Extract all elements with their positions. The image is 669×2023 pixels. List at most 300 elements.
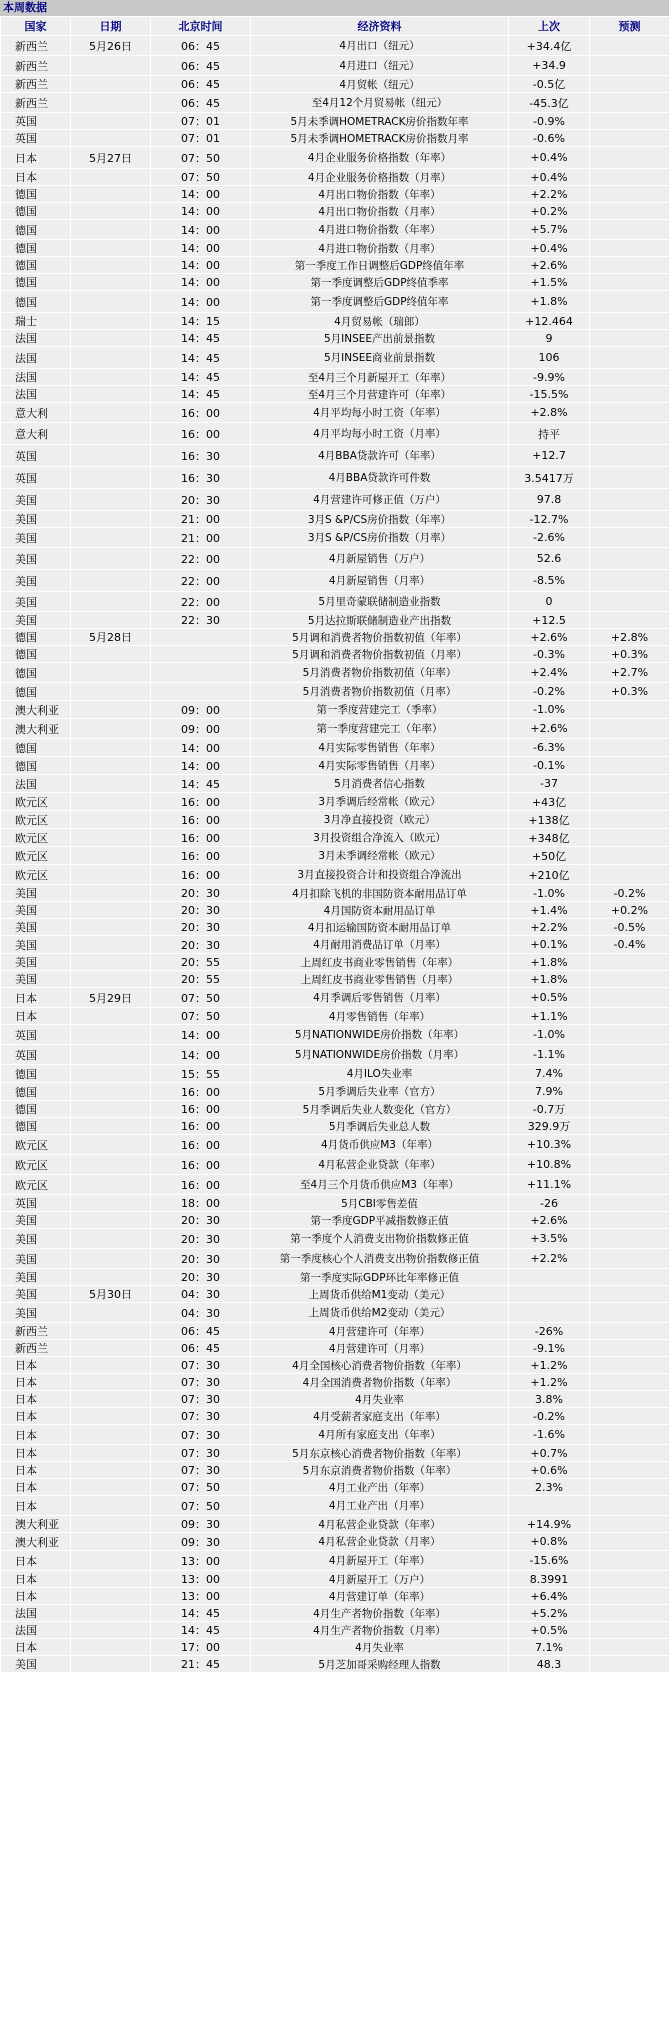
cell-forecast: [590, 829, 669, 847]
cell-time: 14：00: [151, 240, 251, 257]
cell-time: 14：00: [151, 1025, 251, 1045]
cell-country: 美国: [1, 570, 71, 592]
cell-time: 16：00: [151, 423, 251, 445]
cell-previous: +0.6%: [509, 1462, 590, 1479]
cell-previous: -9.9%: [509, 369, 590, 386]
cell-previous: 7.1%: [509, 1639, 590, 1656]
cell-time: 06：45: [151, 1323, 251, 1340]
cell-country: 欧元区: [1, 1175, 71, 1195]
cell-country: 美国: [1, 511, 71, 528]
cell-time: 09：00: [151, 701, 251, 719]
cell-forecast: [590, 423, 669, 445]
cell-item: 4月企业服务价格指数（年率）: [251, 147, 509, 169]
cell-forecast: [590, 1622, 669, 1639]
cell-date: [71, 775, 151, 793]
cell-forecast: [590, 719, 669, 739]
cell-date: [71, 1656, 151, 1673]
cell-item: 4月新屋销售（万户）: [251, 548, 509, 570]
cell-previous: +1.2%: [509, 1374, 590, 1391]
cell-previous: +34.9: [509, 56, 590, 76]
cell-country: 日本: [1, 1445, 71, 1462]
cell-time: 16：30: [151, 445, 251, 467]
cell-date: [71, 847, 151, 865]
cell-forecast: [590, 847, 669, 865]
cell-item: 5月CBI零售差值: [251, 1195, 509, 1212]
cell-date: [71, 1249, 151, 1269]
cell-forecast: [590, 240, 669, 257]
cell-previous: +138亿: [509, 811, 590, 829]
cell-country: 欧元区: [1, 811, 71, 829]
cell-country: 新西兰: [1, 56, 71, 76]
cell-item: 4月货币供应M3（年率）: [251, 1135, 509, 1155]
cell-country: 法国: [1, 330, 71, 347]
cell-time: 20：30: [151, 902, 251, 919]
cell-item: 3月未季调经常帐（欧元）: [251, 847, 509, 865]
cell-forecast: [590, 313, 669, 330]
cell-country: 美国: [1, 1303, 71, 1323]
cell-forecast: [590, 1496, 669, 1516]
cell-date: [71, 971, 151, 988]
cell-country: 美国: [1, 528, 71, 548]
table-row: [1, 1445, 669, 1462]
cell-item: 5月季调后失业率（官方）: [251, 1083, 509, 1101]
cell-item: 4月平均每小时工资（月率）: [251, 423, 509, 445]
cell-item: 4月国防资本耐用品订单: [251, 902, 509, 919]
cell-forecast: [590, 1408, 669, 1425]
cell-previous: +348亿: [509, 829, 590, 847]
table-row: [1, 203, 669, 220]
cell-previous: +14.9%: [509, 1516, 590, 1533]
cell-previous: +1.8%: [509, 971, 590, 988]
cell-forecast: [590, 793, 669, 811]
cell-item: 4月生产者物价指数（年率）: [251, 1605, 509, 1622]
table-row: [1, 93, 669, 113]
cell-country: 美国: [1, 1249, 71, 1269]
cell-previous: -2.6%: [509, 528, 590, 548]
cell-date: 5月28日: [71, 629, 151, 646]
cell-previous: +1.4%: [509, 902, 590, 919]
cell-date: [71, 592, 151, 612]
table-row: [1, 347, 669, 369]
table-row: [1, 919, 669, 936]
table-row: [1, 629, 669, 646]
cell-date: 5月30日: [71, 1286, 151, 1303]
cell-date: [71, 76, 151, 93]
cell-date: 5月26日: [71, 36, 151, 56]
table-row: [1, 1622, 669, 1639]
cell-country: 日本: [1, 1571, 71, 1588]
cell-forecast: [590, 811, 669, 829]
cell-date: [71, 612, 151, 629]
cell-item: 4月耐用消费品订单（月率）: [251, 936, 509, 954]
table-row: [1, 954, 669, 971]
table-row: [1, 1639, 669, 1656]
cell-forecast: [590, 1425, 669, 1445]
cell-date: [71, 1008, 151, 1025]
cell-time: 06：45: [151, 1340, 251, 1357]
cell-date: [71, 829, 151, 847]
cell-time: 17：00: [151, 1639, 251, 1656]
cell-previous: -1.1%: [509, 1045, 590, 1065]
table-row: [1, 1340, 669, 1357]
cell-item: 3月S &P/CS房价指数（月率）: [251, 528, 509, 548]
table-row: [1, 130, 669, 147]
cell-previous: +0.1%: [509, 936, 590, 954]
cell-country: 德国: [1, 257, 71, 274]
cell-country: 日本: [1, 1639, 71, 1656]
cell-country: 德国: [1, 739, 71, 757]
cell-previous: 0: [509, 592, 590, 612]
table-row: [1, 1083, 669, 1101]
cell-date: [71, 56, 151, 76]
cell-country: 欧元区: [1, 1135, 71, 1155]
cell-forecast: [590, 1303, 669, 1323]
cell-time: 21：00: [151, 528, 251, 548]
cell-country: 日本: [1, 1357, 71, 1374]
cell-forecast: [590, 1286, 669, 1303]
cell-previous: +3.5%: [509, 1229, 590, 1249]
cell-date: [71, 1135, 151, 1155]
cell-item: 5月里奇蒙联储制造业指数: [251, 592, 509, 612]
cell-country: 法国: [1, 1622, 71, 1639]
cell-forecast: [590, 701, 669, 719]
table-row: [1, 1249, 669, 1269]
cell-country: 日本: [1, 169, 71, 186]
cell-previous: +1.8%: [509, 291, 590, 313]
cell-time: 07：30: [151, 1357, 251, 1374]
cell-date: [71, 347, 151, 369]
table-row: [1, 113, 669, 130]
cell-forecast: [590, 570, 669, 592]
cell-forecast: [590, 291, 669, 313]
cell-time: 16：00: [151, 1083, 251, 1101]
table-row: [1, 1425, 669, 1445]
cell-country: 美国: [1, 971, 71, 988]
table-row: [1, 313, 669, 330]
table-row: [1, 36, 669, 56]
cell-country: 德国: [1, 1065, 71, 1083]
cell-date: [71, 445, 151, 467]
cell-item: 5月东京消费者物价指数（年率）: [251, 1462, 509, 1479]
cell-country: 意大利: [1, 423, 71, 445]
cell-item: 5月调和消费者物价指数初值（年率）: [251, 629, 509, 646]
table-row: [1, 865, 669, 885]
cell-date: [71, 1496, 151, 1516]
cell-previous: +0.8%: [509, 1533, 590, 1551]
cell-date: [71, 811, 151, 829]
cell-previous: 97.8: [509, 489, 590, 511]
cell-forecast: [590, 865, 669, 885]
cell-country: 德国: [1, 646, 71, 663]
cell-country: 德国: [1, 1083, 71, 1101]
cell-time: 20：55: [151, 971, 251, 988]
cell-forecast: +2.7%: [590, 663, 669, 683]
cell-time: 18：00: [151, 1195, 251, 1212]
cell-item: 4月生产者物价指数（月率）: [251, 1622, 509, 1639]
cell-forecast: [590, 56, 669, 76]
cell-forecast: -0.5%: [590, 919, 669, 936]
table-row: [1, 445, 669, 467]
cell-previous: +0.2%: [509, 203, 590, 220]
table-row: [1, 1605, 669, 1622]
cell-forecast: [590, 1588, 669, 1605]
cell-forecast: [590, 1323, 669, 1340]
cell-previous: -45.3亿: [509, 93, 590, 113]
cell-country: 新西兰: [1, 1340, 71, 1357]
cell-item: 5月季调后失业人数变化（官方）: [251, 1101, 509, 1118]
cell-country: 日本: [1, 1008, 71, 1025]
cell-date: [71, 1479, 151, 1496]
cell-country: 美国: [1, 1656, 71, 1673]
cell-forecast: [590, 1269, 669, 1286]
cell-time: 21：45: [151, 1656, 251, 1673]
cell-time: 07：30: [151, 1374, 251, 1391]
cell-forecast: [590, 1045, 669, 1065]
cell-country: 美国: [1, 1269, 71, 1286]
cell-date: [71, 1622, 151, 1639]
cell-time: 09：30: [151, 1533, 251, 1551]
cell-forecast: [590, 1462, 669, 1479]
cell-item: 4月零售销售（年率）: [251, 1008, 509, 1025]
cell-previous: 7.9%: [509, 1083, 590, 1101]
cell-item: 第一季度营建完工（季率）: [251, 701, 509, 719]
cell-forecast: [590, 274, 669, 291]
cell-time: 14：00: [151, 274, 251, 291]
table-row: [1, 1065, 669, 1083]
table-row: [1, 612, 669, 629]
economic-data-table: [0, 16, 669, 1673]
table-row: [1, 1571, 669, 1588]
table-row: [1, 1656, 669, 1673]
cell-time: 07：50: [151, 1479, 251, 1496]
cell-time: 07：30: [151, 1445, 251, 1462]
cell-previous: +0.4%: [509, 169, 590, 186]
cell-date: [71, 1357, 151, 1374]
cell-previous: +1.5%: [509, 274, 590, 291]
cell-date: [71, 169, 151, 186]
cell-item: 4月私营企业贷款（年率）: [251, 1155, 509, 1175]
cell-item: 至4月三个月营建许可（年率）: [251, 386, 509, 403]
cell-forecast: [590, 1249, 669, 1269]
cell-country: 英国: [1, 1025, 71, 1045]
cell-time: 16：00: [151, 1101, 251, 1118]
cell-item: 5月消费者物价指数初值（月率）: [251, 683, 509, 701]
cell-time: 14：00: [151, 1045, 251, 1065]
cell-time: 07：30: [151, 1408, 251, 1425]
cell-forecast: [590, 186, 669, 203]
cell-time: 15：55: [151, 1065, 251, 1083]
cell-item: 5月调和消费者物价指数初值（月率）: [251, 646, 509, 663]
cell-previous: +2.2%: [509, 919, 590, 936]
cell-item: 4月扣除飞机的非国防资本耐用品订单: [251, 885, 509, 902]
cell-forecast: [590, 403, 669, 423]
cell-previous: -0.9%: [509, 113, 590, 130]
cell-time: [151, 629, 251, 646]
cell-country: 美国: [1, 1229, 71, 1249]
cell-country: 日本: [1, 988, 71, 1008]
cell-item: 4月扣运输国防资本耐用品订单: [251, 919, 509, 936]
cell-forecast: [590, 386, 669, 403]
cell-date: [71, 291, 151, 313]
cell-time: 07：01: [151, 130, 251, 147]
cell-country: 美国: [1, 1286, 71, 1303]
cell-time: 22：00: [151, 548, 251, 570]
cell-item: 4月BBA贷款许可件数: [251, 467, 509, 489]
table-row: [1, 1391, 669, 1408]
cell-time: 16：00: [151, 403, 251, 423]
cell-forecast: [590, 36, 669, 56]
cell-time: 13：00: [151, 1571, 251, 1588]
cell-previous: +5.2%: [509, 1605, 590, 1622]
table-row: [1, 1408, 669, 1425]
cell-country: 德国: [1, 240, 71, 257]
table-row: [1, 1357, 669, 1374]
table-row: [1, 147, 669, 169]
cell-country: 美国: [1, 612, 71, 629]
cell-item: 4月全国核心消费者物价指数（年率）: [251, 1357, 509, 1374]
table-row: [1, 240, 669, 257]
cell-previous: -8.5%: [509, 570, 590, 592]
cell-date: [71, 1065, 151, 1083]
cell-item: 上周货币供给M2变动（美元）: [251, 1303, 509, 1323]
cell-forecast: [590, 954, 669, 971]
cell-date: [71, 954, 151, 971]
cell-item: 3月净直接投资（欧元）: [251, 811, 509, 829]
cell-country: 欧元区: [1, 793, 71, 811]
cell-previous: 52.6: [509, 548, 590, 570]
cell-previous: +2.2%: [509, 1249, 590, 1269]
cell-previous: [509, 1286, 590, 1303]
table-row: [1, 169, 669, 186]
cell-item: 4月ILO失业率: [251, 1065, 509, 1083]
cell-time: 20：30: [151, 1269, 251, 1286]
cell-forecast: -0.4%: [590, 936, 669, 954]
cell-forecast: [590, 147, 669, 169]
cell-country: 澳大利亚: [1, 701, 71, 719]
cell-item: 第一季度实际GDP环比年率修正值: [251, 1269, 509, 1286]
cell-item: 第一季度工作日调整后GDP终值年率: [251, 257, 509, 274]
cell-time: 07：30: [151, 1462, 251, 1479]
cell-forecast: [590, 203, 669, 220]
cell-previous: 8.3991: [509, 1571, 590, 1588]
cell-forecast: [590, 1605, 669, 1622]
cell-country: 美国: [1, 936, 71, 954]
cell-previous: 106: [509, 347, 590, 369]
cell-country: 德国: [1, 186, 71, 203]
cell-item: 4月工业产出（年率）: [251, 1479, 509, 1496]
cell-item: 4月私营企业贷款（年率）: [251, 1516, 509, 1533]
cell-country: 德国: [1, 683, 71, 701]
cell-country: 德国: [1, 629, 71, 646]
cell-item: 4月新屋开工（万户）: [251, 1571, 509, 1588]
cell-forecast: -0.2%: [590, 885, 669, 902]
cell-country: 法国: [1, 1605, 71, 1622]
cell-previous: +10.8%: [509, 1155, 590, 1175]
cell-previous: +6.4%: [509, 1588, 590, 1605]
cell-item: 5月东京核心消费者物价指数（年率）: [251, 1445, 509, 1462]
table-row: [1, 829, 669, 847]
cell-previous: +1.8%: [509, 954, 590, 971]
table-row: [1, 793, 669, 811]
table-row: [1, 548, 669, 570]
cell-previous: -26: [509, 1195, 590, 1212]
table-row: [1, 902, 669, 919]
cell-previous: -0.7万: [509, 1101, 590, 1118]
cell-country: 德国: [1, 1118, 71, 1135]
cell-date: [71, 1175, 151, 1195]
cell-time: 14：45: [151, 1622, 251, 1639]
cell-forecast: [590, 548, 669, 570]
cell-item: 5月未季调HOMETRACK房价指数月率: [251, 130, 509, 147]
cell-date: [71, 330, 151, 347]
cell-date: [71, 1229, 151, 1249]
cell-date: [71, 93, 151, 113]
table-row: [1, 528, 669, 548]
cell-time: 07：50: [151, 1496, 251, 1516]
cell-item: 4月贸易帐（瑞郎）: [251, 313, 509, 330]
cell-previous: +0.4%: [509, 147, 590, 169]
cell-time: 16：00: [151, 1135, 251, 1155]
cell-item: 4月进口物价指数（年率）: [251, 220, 509, 240]
cell-forecast: [590, 1571, 669, 1588]
table-row: [1, 936, 669, 954]
cell-time: 07：01: [151, 113, 251, 130]
cell-time: 06：45: [151, 36, 251, 56]
cell-item: 4月新屋开工（年率）: [251, 1551, 509, 1571]
cell-date: [71, 570, 151, 592]
cell-previous: +10.3%: [509, 1135, 590, 1155]
cell-country: 美国: [1, 902, 71, 919]
cell-date: [71, 902, 151, 919]
cell-time: 09：00: [151, 719, 251, 739]
cell-item: 4月出口（纽元）: [251, 36, 509, 56]
cell-previous: -1.6%: [509, 1425, 590, 1445]
table-row: [1, 423, 669, 445]
cell-time: 14：45: [151, 330, 251, 347]
cell-previous: +1.1%: [509, 1008, 590, 1025]
cell-previous: +11.1%: [509, 1175, 590, 1195]
table-row: [1, 570, 669, 592]
cell-item: 4月进口（纽元）: [251, 56, 509, 76]
cell-previous: +2.4%: [509, 663, 590, 683]
cell-country: 美国: [1, 1212, 71, 1229]
cell-date: [71, 739, 151, 757]
cell-forecast: [590, 347, 669, 369]
cell-forecast: [590, 169, 669, 186]
table-row: [1, 1025, 669, 1045]
table-row: [1, 847, 669, 865]
cell-item: 第一季度营建完工（年率）: [251, 719, 509, 739]
cell-previous: [509, 1496, 590, 1516]
cell-country: 美国: [1, 489, 71, 511]
table-row: [1, 1118, 669, 1135]
cell-time: [151, 646, 251, 663]
table-row: [1, 592, 669, 612]
table-row: [1, 1286, 669, 1303]
cell-previous: +0.5%: [509, 1622, 590, 1639]
cell-country: 德国: [1, 203, 71, 220]
table-row: [1, 186, 669, 203]
cell-forecast: [590, 1357, 669, 1374]
table-row: [1, 56, 669, 76]
cell-time: 07：50: [151, 147, 251, 169]
table-row: [1, 1195, 669, 1212]
cell-item: 第一季度调整后GDP终值年率: [251, 291, 509, 313]
cell-country: 新西兰: [1, 93, 71, 113]
cell-item: 4月营建许可（月率）: [251, 1340, 509, 1357]
cell-item: 第一季度GDP平减指数修正值: [251, 1212, 509, 1229]
cell-item: 5月消费者信心指数: [251, 775, 509, 793]
